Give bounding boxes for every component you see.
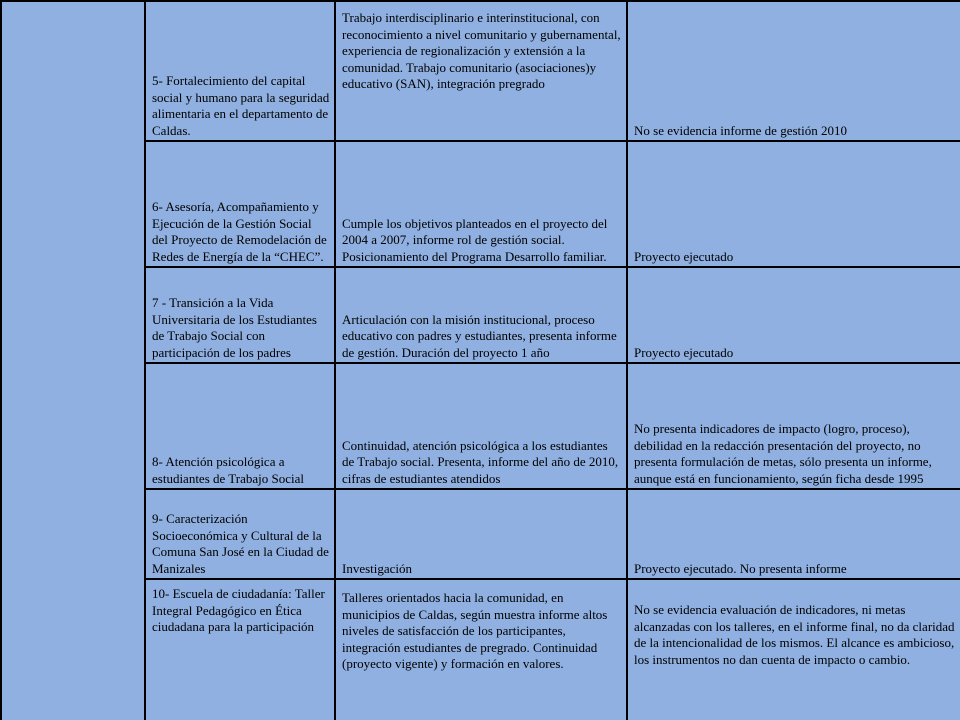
criteria-cell: Investigación: [335, 489, 627, 579]
table-row: [1, 579, 960, 720]
criteria-cell: Cumple los objetivos planteados en el proyecto del 2004 a 2007, informe rol de gestión social. Posicionamiento del Programa Desarrollo familiar.: [335, 141, 627, 267]
criteria-cell: Trabajo interdisciplinario e interinstitucional, con reconocimiento a nivel comunitario y gubernamental, experiencia de regionalización y extensión a la comunidad. Trabajo comunitario (asociaciones)y educativo (SAN), integración pregrado: [335, 1, 627, 141]
observation-cell: No se evidencia informe de gestión 2010: [627, 1, 960, 141]
project-cell: 6- Asesoría, Acompañamiento y Ejecución de la Gestión Social del Proyecto de Remodelación de Redes de Energía de la “CHEC”.: [145, 141, 335, 267]
project-cell: 9- Caracterización Socioeconómica y Cultural de la Comuna San José en la Ciudad de Manizales: [145, 489, 335, 579]
observation-cell: No se evidencia evaluación de indicadores, ni metas alcanzadas con los talleres, en el informe final, no da claridad de la intencionalidad de los mismos. El alcance es ambicioso, los instrumentos no dan cuenta de impacto o cambio.: [627, 579, 960, 720]
observation-cell: Proyecto ejecutado. No presenta informe: [627, 489, 960, 579]
criteria-cell: Talleres orientados hacia la comunidad, en municipios de Caldas, según muestra informe altos niveles de satisfacción de los participantes, integración estudiantes de pregrado. Continuidad (proyecto vigente) y formación en valores.: [335, 579, 627, 720]
observation-cell: No presenta indicadores de impacto (logro, proceso), debilidad en la redacción presentación del proyecto, no presenta formulación de metas, sólo presenta un informe, aunque está en funcionamiento, según ficha desde 1995: [627, 363, 960, 489]
project-cell: 8- Atención psicológica a estudiantes de Trabajo Social: [145, 363, 335, 489]
left-empty-column: [1, 1, 145, 720]
table-row: [1, 267, 960, 363]
project-cell: 10- Escuela de ciudadanía: Taller Integral Pedagógico en Ética ciudadana para la participación: [145, 579, 335, 720]
table-row: [1, 363, 960, 489]
observation-cell: Proyecto ejecutado: [627, 141, 960, 267]
project-cell: 5- Fortalecimiento del capital social y humano para la seguridad alimentaria en el departamento de Caldas.: [145, 1, 335, 141]
table-row: [1, 1, 960, 141]
criteria-cell: Articulación con la misión institucional, proceso educativo con padres y estudiantes, presenta informe de gestión. Duración del proyecto 1 año: [335, 267, 627, 363]
criteria-cell: Continuidad, atención psicológica a los estudiantes de Trabajo social. Presenta, informe del año de 2010, cifras de estudiantes atendidos: [335, 363, 627, 489]
table-row: [1, 489, 960, 579]
observation-cell: Proyecto ejecutado: [627, 267, 960, 363]
table-row: [1, 141, 960, 267]
project-cell: 7 - Transición a la Vida Universitaria de los Estudiantes de Trabajo Social con participación de los padres: [145, 267, 335, 363]
